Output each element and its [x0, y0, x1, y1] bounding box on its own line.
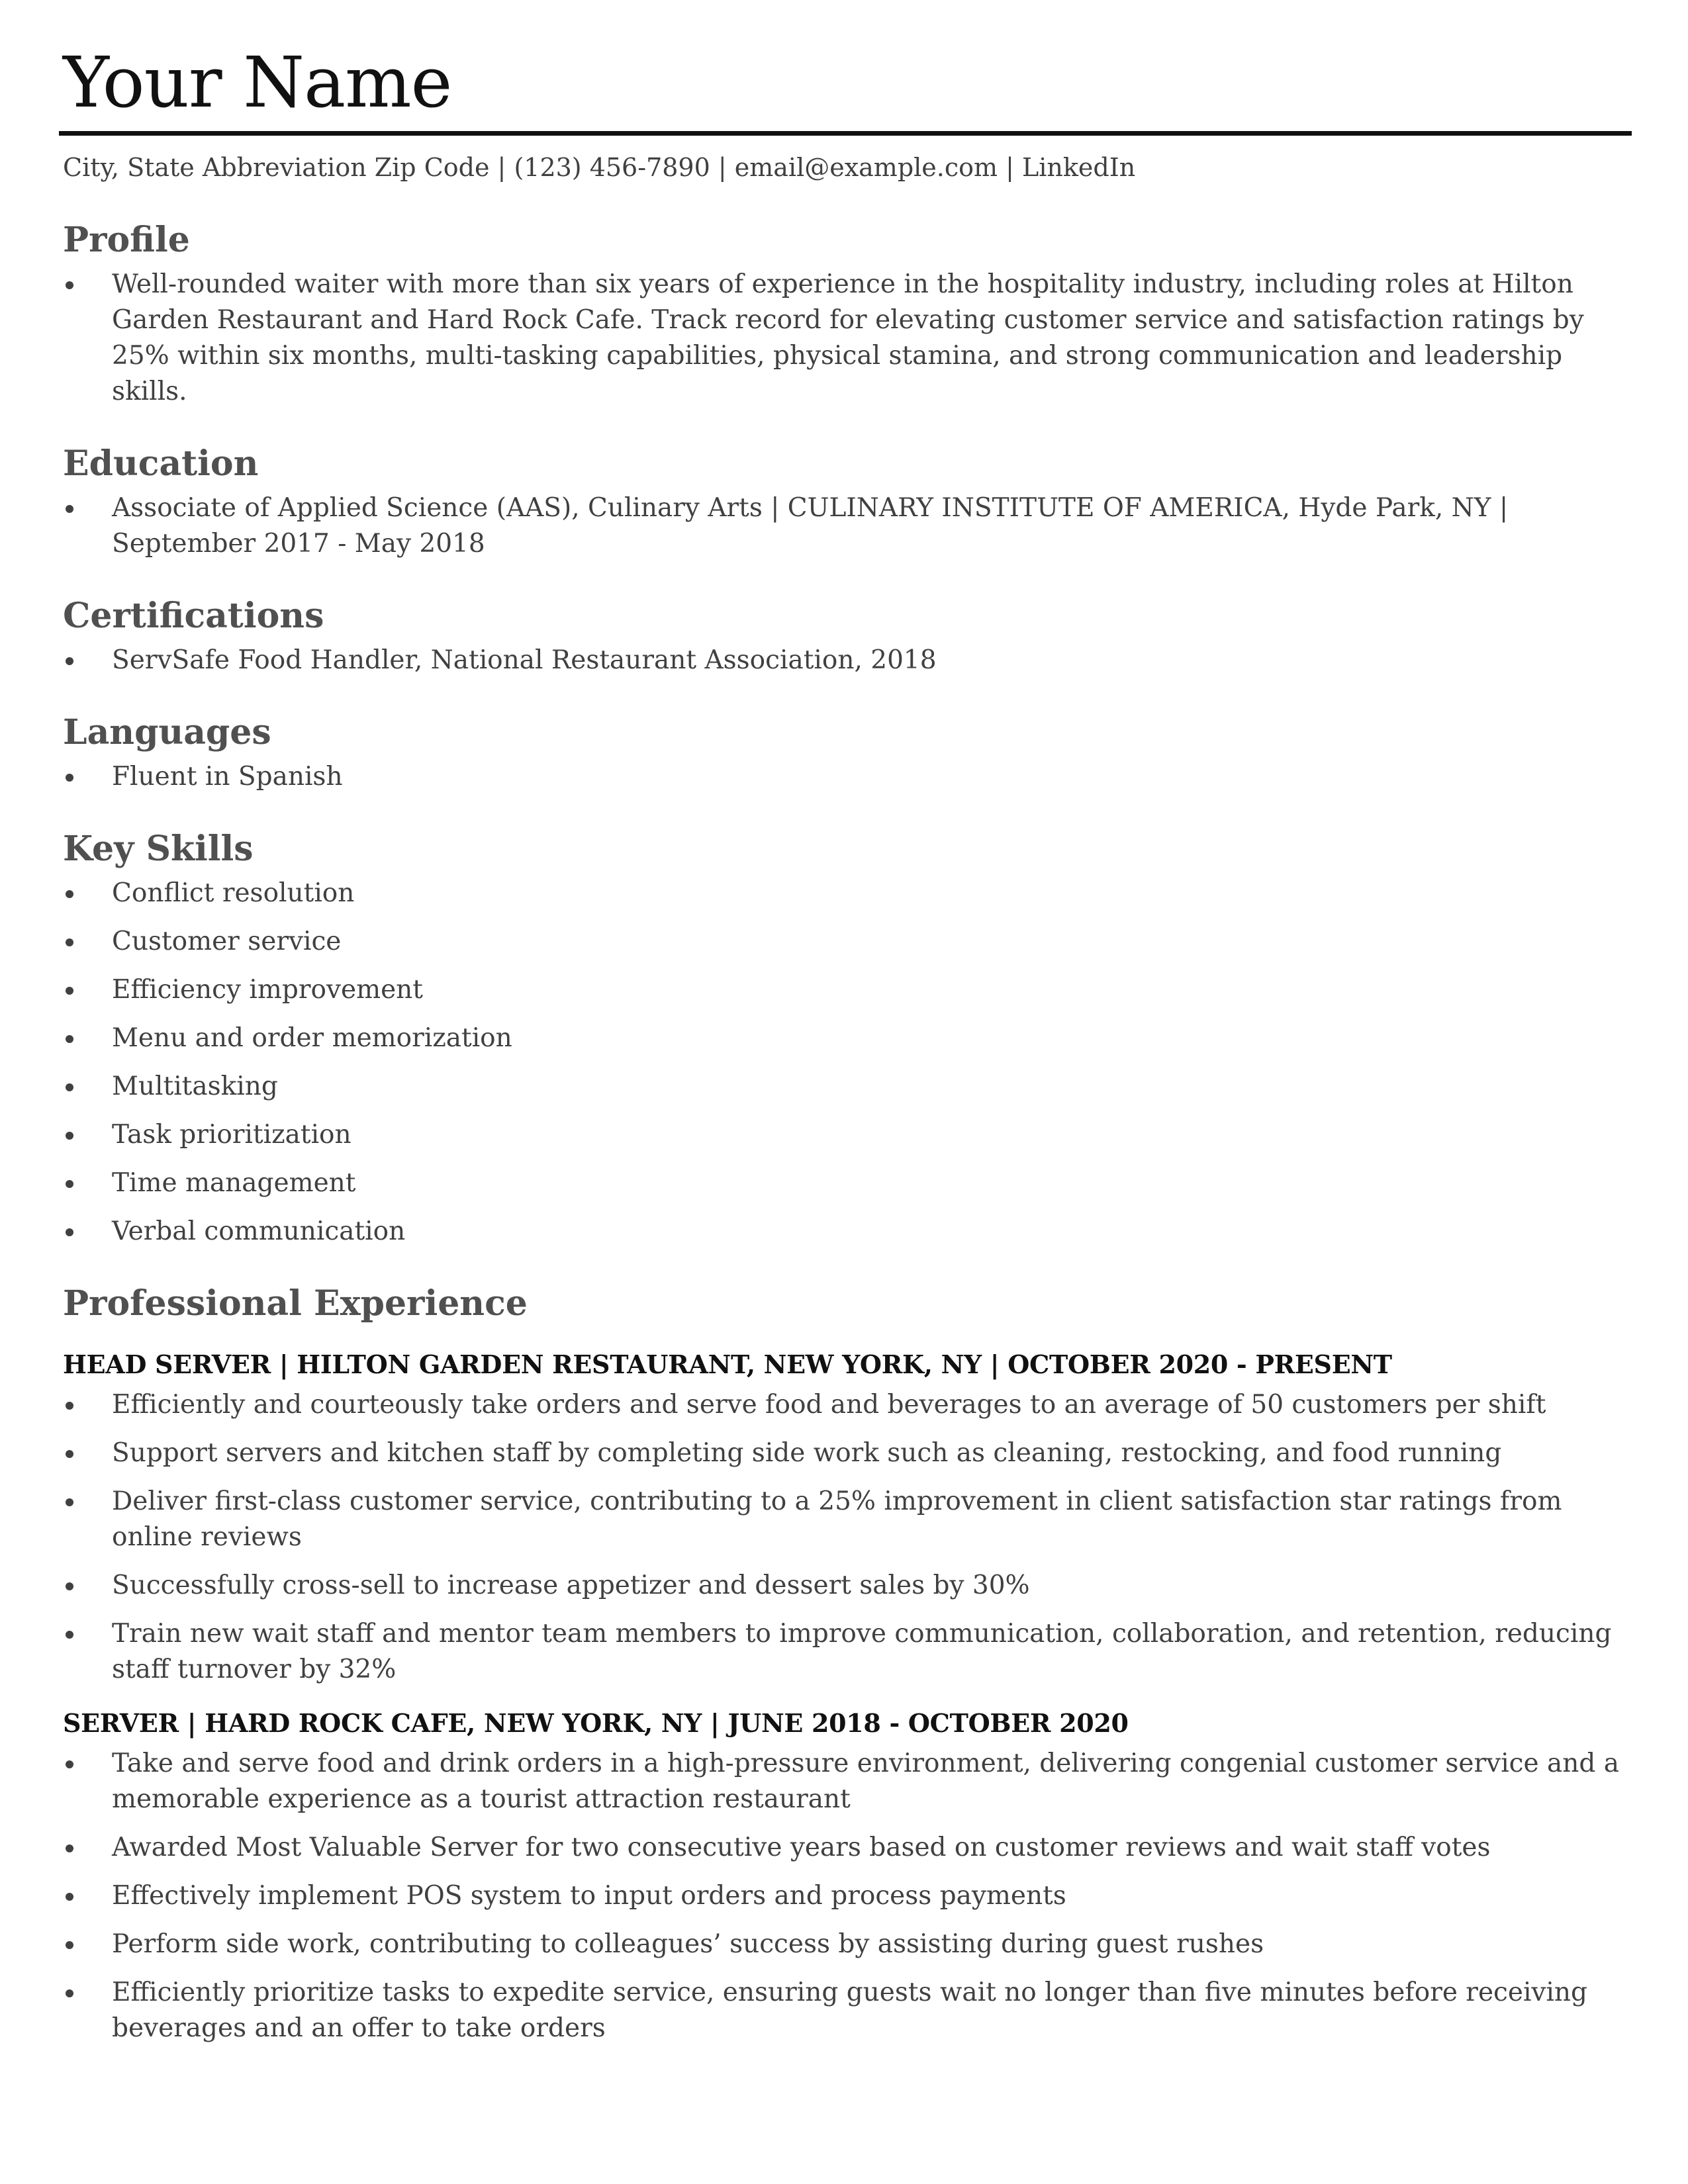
- contact-line: City, State Abbreviation Zip Code | (123) 456-7890 | email@example.com | LinkedIn: [63, 153, 1136, 182]
- bullet-dot-icon: [66, 987, 73, 995]
- list-item: [63, 1975, 1632, 2046]
- bullet-dot-icon: [66, 1402, 73, 1410]
- bullet-dot-icon: [66, 1228, 73, 1236]
- section-title-education: Education: [63, 443, 259, 484]
- list-item: [63, 1387, 1632, 1423]
- candidate-name: Your Name: [63, 42, 452, 123]
- list-item: [63, 1435, 1632, 1471]
- list-item-text: Successfully cross-sell to increase appetizer and dessert sales by 30%: [112, 1570, 1030, 1600]
- list-item-text: Train new wait staff and mentor team members to improve communication, collaboration, and retention, reducing staff turnover by 32%: [112, 1619, 1612, 1684]
- list-item: [63, 1484, 1632, 1555]
- bullet-dot-icon: [66, 1631, 73, 1639]
- bullet-dot-icon: [66, 1989, 73, 1997]
- list-item: [63, 759, 1632, 795]
- list-item-text: Deliver first-class customer service, contributing to a 25% improvement in client satisfaction star ratings from online reviews: [112, 1486, 1562, 1552]
- list-item: [63, 972, 1632, 1008]
- list-item-text: Efficiently and courteously take orders and serve food and beverages to an average of 50 customers per shift: [112, 1390, 1546, 1420]
- list-item-text: Take and serve food and drink orders in a high-pressure environment, delivering congenial customer service and a memorable experience as a tourist attraction restaurant: [112, 1749, 1619, 1814]
- skills-list: [63, 876, 1632, 1250]
- list-item-text: Perform side work, contributing to colleagues’ success by assisting during guest rushes: [112, 1929, 1264, 1959]
- bullet-dot-icon: [66, 1035, 73, 1043]
- list-item: [63, 1214, 1632, 1250]
- bullet-dot-icon: [66, 1132, 73, 1140]
- list-item: [63, 876, 1632, 911]
- list-item-text: Menu and order memorization: [112, 1023, 512, 1053]
- section-title-languages: Languages: [63, 712, 271, 752]
- bullet-dot-icon: [66, 938, 73, 946]
- list-item-text: Task prioritization: [112, 1120, 352, 1150]
- list-item: [63, 1830, 1632, 1866]
- list-item: [63, 924, 1632, 960]
- list-item: [63, 1616, 1632, 1688]
- list-item: [63, 1927, 1632, 1962]
- list-item-text: Efficiently prioritize tasks to expedite service, ensuring guests wait no longer than five minutes before receiving beverages and an offer to take orders: [112, 1978, 1588, 2043]
- bullet-dot-icon: [66, 1582, 73, 1590]
- bullet-dot-icon: [66, 1844, 73, 1852]
- list-item-text: Time management: [112, 1168, 356, 1198]
- bullet-dot-icon: [66, 657, 73, 665]
- job-heading-head-server: HEAD SERVER | HILTON GARDEN RESTAURANT, NEW YORK, NY | OCTOBER 2020 - PRESENT: [63, 1349, 1392, 1379]
- section-title-skills: Key Skills: [63, 829, 254, 869]
- education-section: [63, 443, 1632, 562]
- list-item-text: Associate of Applied Science (AAS), Culinary Arts | CULINARY INSTITUTE OF AMERICA, Hyde Park, NY | September 2017 - May 2018: [112, 493, 1509, 559]
- header-divider: [59, 131, 1632, 136]
- job-heading-server: SERVER | HARD ROCK CAFE, NEW YORK, NY | JUNE 2018 - OCTOBER 2020: [63, 1708, 1129, 1738]
- list-item-text: Fluent in Spanish: [112, 762, 343, 792]
- list-item-text: Well-rounded waiter with more than six years of experience in the hospitality industry, including roles at Hilton Garden Restaurant and Hard Rock Cafe. Track record for elevating customer service and satisfaction ratings by 25% within six months, multi-tasking capabilities, physical stamina, and strong communication and leadership skills.: [112, 269, 1584, 406]
- list-item: [63, 490, 1632, 562]
- bullet-dot-icon: [66, 1498, 73, 1506]
- certifications-section: [63, 595, 1632, 678]
- list-item: [63, 1069, 1632, 1105]
- section-title-profile: Profile: [63, 220, 190, 260]
- list-item-text: Support servers and kitchen staff by completing side work such as cleaning, restocking, and food running: [112, 1438, 1502, 1468]
- list-item: [63, 1021, 1632, 1056]
- list-item-text: Multitasking: [112, 1071, 278, 1101]
- list-item: [63, 1746, 1632, 1817]
- skills-section: [63, 828, 1632, 1250]
- languages-section: [63, 711, 1632, 795]
- list-item-text: Efficiency improvement: [112, 975, 423, 1005]
- bullet-dot-icon: [66, 1083, 73, 1091]
- list-item: [63, 1878, 1632, 1914]
- list-item: [63, 643, 1632, 678]
- education-list: [63, 490, 1632, 562]
- job-bullets-server: [63, 1746, 1632, 2046]
- list-item: [63, 1165, 1632, 1201]
- list-item-text: ServSafe Food Handler, National Restaurant Association, 2018: [112, 645, 937, 675]
- profile-list: [63, 267, 1632, 410]
- section-title-certifications: Certifications: [63, 596, 324, 636]
- section-title-experience: Professional Experience: [63, 1283, 528, 1324]
- bullet-dot-icon: [66, 505, 73, 513]
- job-bullets-head-server: [63, 1387, 1632, 1688]
- bullet-dot-icon: [66, 1893, 73, 1901]
- list-item: [63, 1568, 1632, 1604]
- bullet-dot-icon: [66, 1450, 73, 1458]
- list-item: [63, 267, 1632, 410]
- bullet-dot-icon: [66, 774, 73, 782]
- list-item: [63, 1117, 1632, 1153]
- profile-section: [63, 219, 1632, 410]
- resume-page: [63, 40, 1632, 2046]
- bullet-dot-icon: [66, 1180, 73, 1188]
- list-item-text: Awarded Most Valuable Server for two consecutive years based on customer reviews and wait staff votes: [112, 1833, 1491, 1862]
- list-item-text: Conflict resolution: [112, 878, 355, 908]
- list-item-text: Verbal communication: [112, 1216, 406, 1246]
- bullet-dot-icon: [66, 1760, 73, 1768]
- bullet-dot-icon: [66, 281, 73, 289]
- bullet-dot-icon: [66, 890, 73, 898]
- languages-list: [63, 759, 1632, 795]
- certifications-list: [63, 643, 1632, 678]
- list-item-text: Customer service: [112, 927, 342, 956]
- experience-section: [63, 1283, 1632, 2046]
- list-item-text: Effectively implement POS system to input orders and process payments: [112, 1881, 1066, 1911]
- bullet-dot-icon: [66, 1941, 73, 1949]
